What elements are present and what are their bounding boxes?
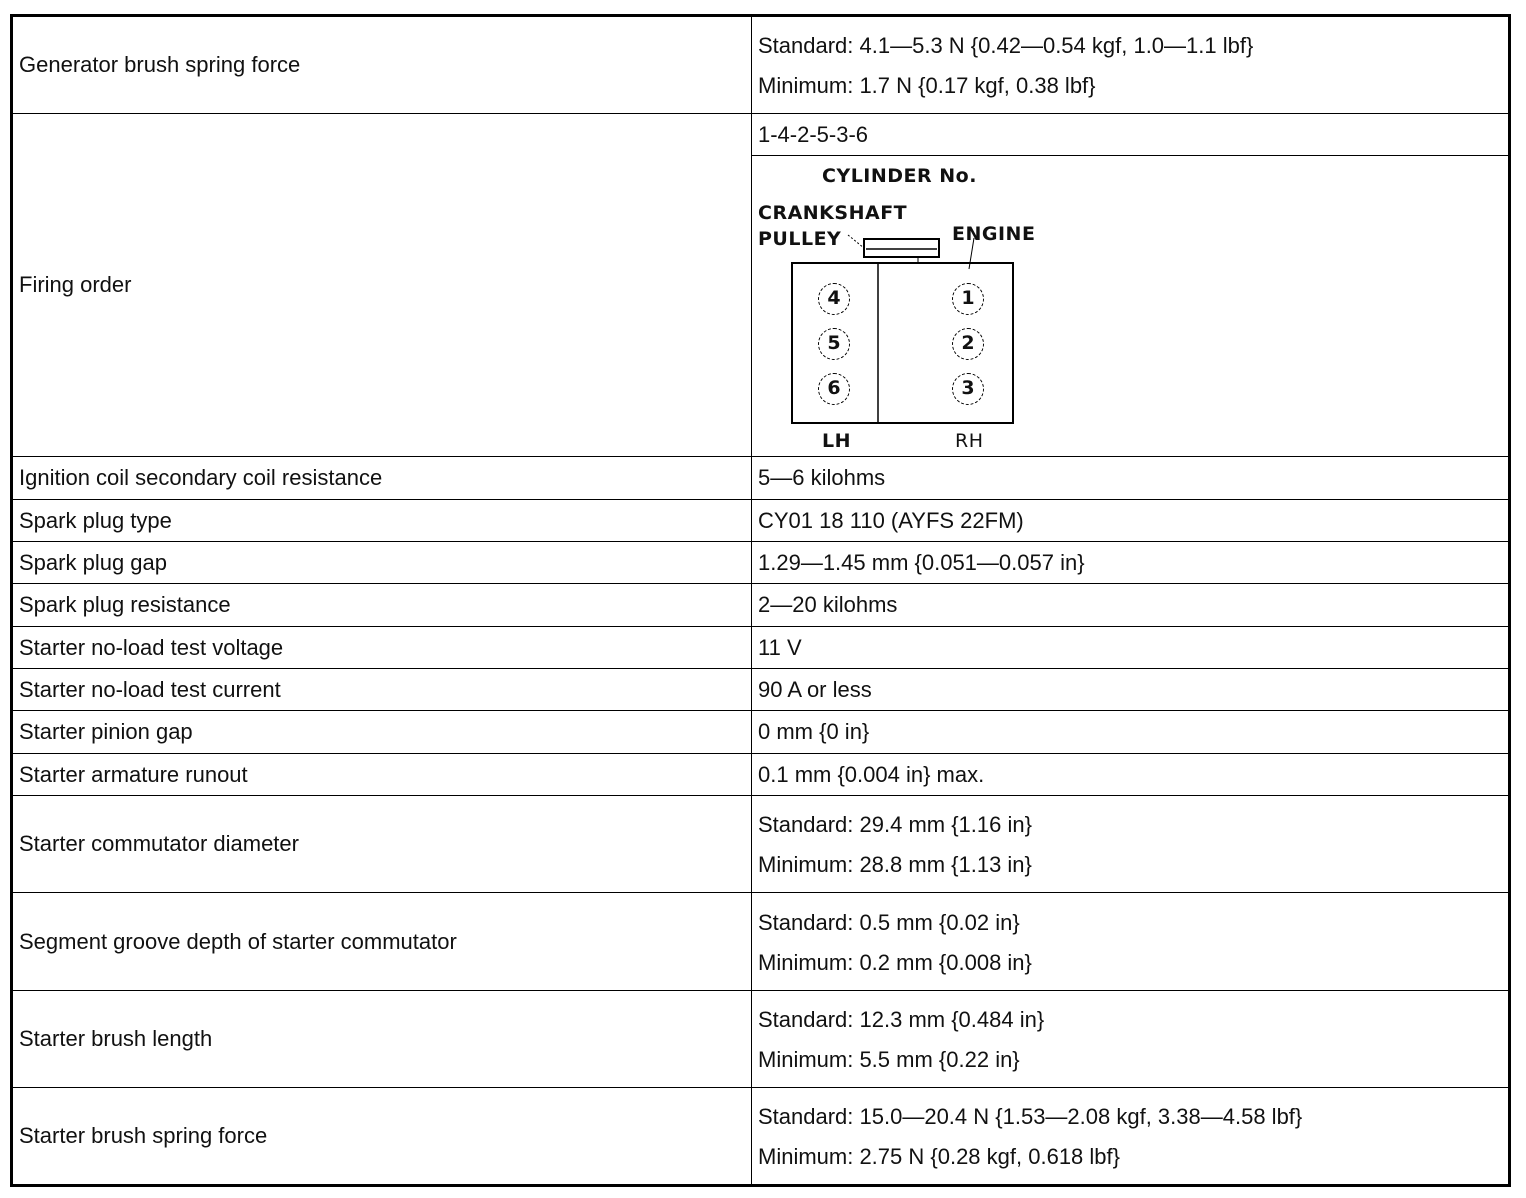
table-row <box>12 893 1510 991</box>
minimum-value: Minimum: 5.5 mm {0.22 in} <box>758 1047 1020 1072</box>
spec-value: 11 V <box>752 627 1510 669</box>
spec-value: 5—6 kilohms <box>752 457 1510 500</box>
spec-label: Starter no-load test voltage <box>12 627 752 669</box>
spec-value <box>752 893 1510 991</box>
spec-value: 1.29—1.45 mm {0.051—0.057 in} <box>752 542 1510 584</box>
spec-value: 1-4-2-5-3-6 <box>752 114 1510 156</box>
cylinder-5-marker: 5 <box>818 328 850 360</box>
firing-order-diagram-cell <box>752 156 1510 457</box>
spec-label: Starter brush length <box>12 991 752 1088</box>
minimum-value: Minimum: 1.7 N {0.17 kgf, 0.38 lbf} <box>758 73 1096 98</box>
spec-value: 0 mm {0 in} <box>752 711 1510 754</box>
spec-value <box>752 1088 1510 1186</box>
minimum-value: Minimum: 28.8 mm {1.13 in} <box>758 852 1032 877</box>
table-row <box>12 991 1510 1088</box>
pulley-leader-line <box>848 235 864 248</box>
cylinder-6-marker: 6 <box>818 373 850 405</box>
pulley-label: PULLEY <box>758 228 842 250</box>
table-row <box>12 627 1510 669</box>
engine-front-label: ENGINE <box>952 223 1036 245</box>
table-row <box>12 500 1510 542</box>
table-row <box>12 711 1510 754</box>
spec-label: Ignition coil secondary coil resistance <box>12 457 752 500</box>
firing-order-diagram <box>752 156 1492 456</box>
spec-value <box>752 16 1510 114</box>
crankshaft-label: CRANKSHAFT <box>758 202 908 224</box>
cylinder-1-marker: 1 <box>952 283 984 315</box>
spec-value <box>752 796 1510 893</box>
standard-value: Standard: 15.0—20.4 N {1.53—2.08 kgf, 3.38—4.58 lbf} <box>758 1104 1303 1129</box>
spec-label: Spark plug type <box>12 500 752 542</box>
spec-label: Spark plug gap <box>12 542 752 584</box>
spec-label: Starter commutator diameter <box>12 796 752 893</box>
standard-value: Standard: 29.4 mm {1.16 in} <box>758 812 1032 837</box>
spec-value: 90 A or less <box>752 669 1510 711</box>
rh-bank-label: RH <box>955 430 984 452</box>
minimum-value: Minimum: 0.2 mm {0.008 in} <box>758 949 1032 975</box>
table-row <box>12 754 1510 796</box>
spec-label: Starter pinion gap <box>12 711 752 754</box>
table-row <box>12 16 1510 114</box>
standard-value: Standard: 4.1—5.3 N {0.42—0.54 kgf, 1.0—1.1 lbf} <box>758 33 1254 58</box>
cylinder-2-marker: 2 <box>952 328 984 360</box>
spec-label: Generator brush spring force <box>12 16 752 114</box>
spec-value <box>752 991 1510 1088</box>
standard-value: Standard: 12.3 mm {0.484 in} <box>758 1007 1045 1032</box>
standard-value: Standard: 0.5 mm {0.02 in} <box>758 909 1020 935</box>
spec-value: 0.1 mm {0.004 in} max. <box>752 754 1510 796</box>
table-row <box>12 1088 1510 1186</box>
spec-label: Segment groove depth of starter commutator <box>12 893 752 991</box>
spec-label: Starter armature runout <box>12 754 752 796</box>
lh-bank-label: LH <box>822 430 852 452</box>
cylinder-number-title: CYLINDER No. <box>822 165 977 187</box>
table-row <box>12 114 1510 156</box>
minimum-value: Minimum: 2.75 N {0.28 kgf, 0.618 lbf} <box>758 1144 1120 1169</box>
table-row <box>12 542 1510 584</box>
spec-label: Firing order <box>12 114 752 457</box>
table-row <box>12 457 1510 500</box>
table-row <box>12 669 1510 711</box>
spec-value: CY01 18 110 (AYFS 22FM) <box>752 500 1510 542</box>
engine-layout-drawing <box>752 156 1492 456</box>
spec-value: 2—20 kilohms <box>752 584 1510 627</box>
spec-label: Starter brush spring force <box>12 1088 752 1186</box>
specification-table <box>10 14 1511 1187</box>
cylinder-3-marker: 3 <box>952 373 984 405</box>
spec-label: Starter no-load test current <box>12 669 752 711</box>
table-row <box>12 584 1510 627</box>
cylinder-4-marker: 4 <box>818 283 850 315</box>
spec-label: Spark plug resistance <box>12 584 752 627</box>
table-row <box>12 796 1510 893</box>
crankshaft-pulley-shape <box>864 239 939 257</box>
